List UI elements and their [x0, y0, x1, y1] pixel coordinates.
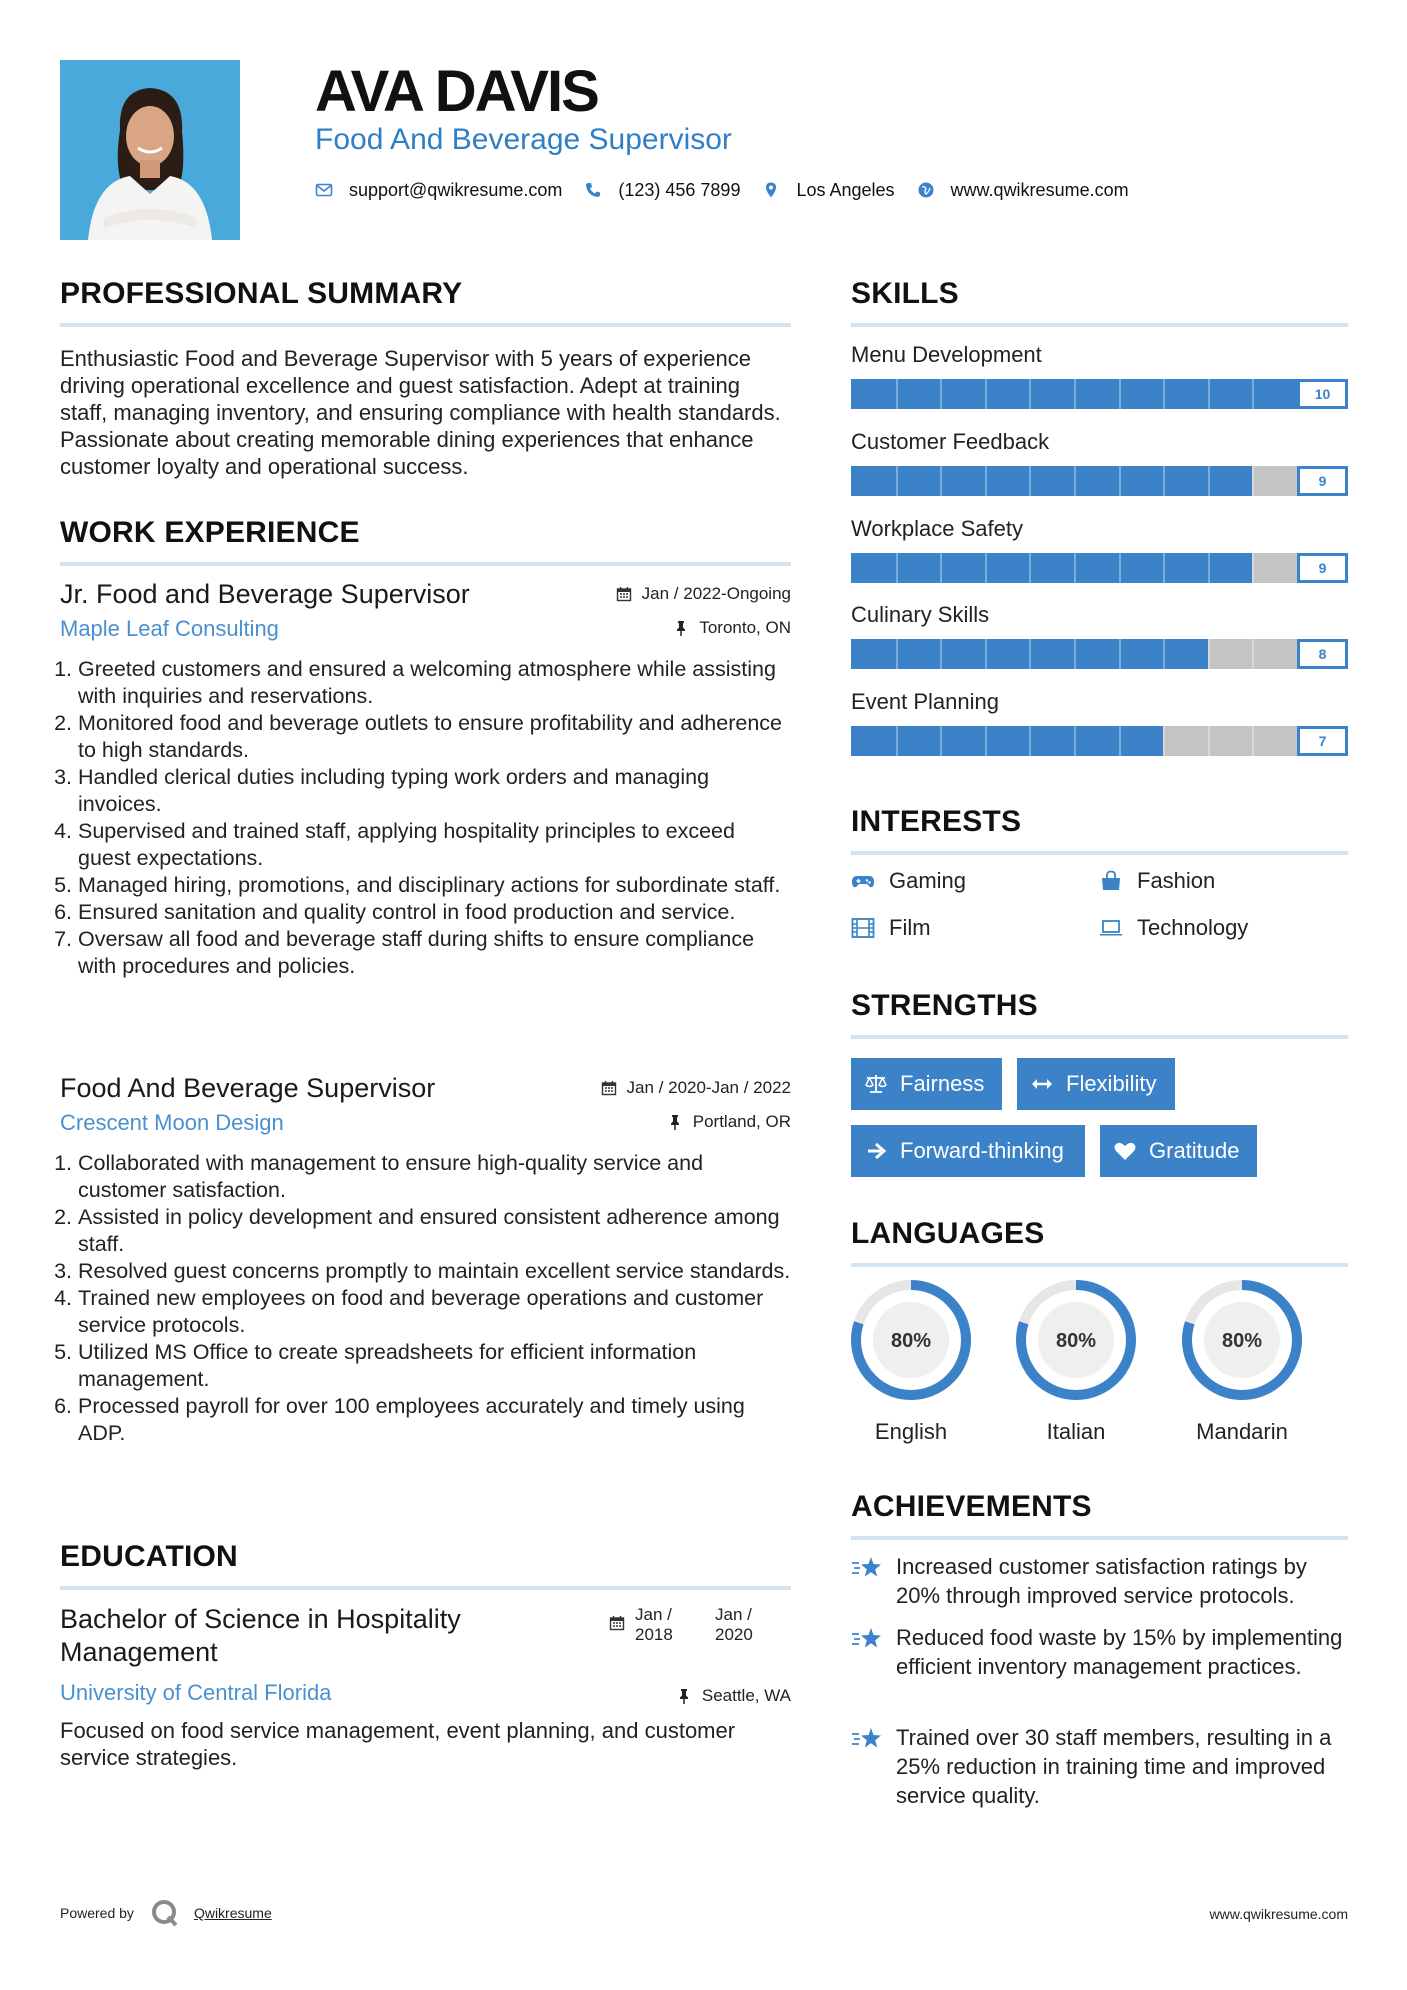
degree-title: Bachelor of Science in Hospitality Management	[60, 1604, 461, 1667]
calendar-icon	[609, 1615, 625, 1631]
education-section	[60, 1538, 791, 1590]
education-entry	[60, 1603, 791, 1779]
section-divider	[60, 1586, 791, 1590]
strength-flexibility	[1017, 1058, 1175, 1110]
skills-heading: SKILLS	[851, 277, 959, 310]
skill-item	[851, 515, 1348, 601]
skill-bar-segment	[1252, 379, 1254, 409]
skill-bar-segment	[940, 553, 942, 583]
strength-label: Forward-thinking	[900, 1138, 1064, 1163]
education-location	[676, 1685, 791, 1707]
strength-label: Gratitude	[1149, 1138, 1240, 1163]
heart-icon	[1113, 1140, 1137, 1162]
skill-bar-segment	[896, 466, 898, 496]
education-location-text: Seattle, WA	[701, 1686, 791, 1705]
skill-bar-segment	[896, 726, 898, 756]
skill-item	[851, 341, 1348, 427]
skill-bar-fill	[851, 466, 1252, 496]
skills-section	[851, 275, 1348, 327]
skill-bar-fill	[851, 553, 1252, 583]
skill-bar-segment	[1163, 379, 1165, 409]
skill-bar-segment	[985, 639, 987, 669]
skill-item	[851, 428, 1348, 514]
strength-label: Fairness	[900, 1071, 985, 1096]
skill-bar-segment	[940, 639, 942, 669]
job-dates	[601, 1077, 791, 1099]
skill-bar-segment	[1029, 639, 1031, 669]
job-entry	[60, 577, 791, 980]
language-progress-ring	[849, 1278, 973, 1402]
shooting-star-icon	[851, 1725, 883, 1753]
skill-bar-segment	[1208, 726, 1210, 756]
website-text: www.qwikresume.com	[950, 179, 1129, 200]
shooting-star-icon	[851, 1554, 883, 1582]
section-divider	[851, 851, 1348, 855]
duty-item: 1. Collaborated with management to ensure high-quality service and customer satisfaction.	[78, 1150, 791, 1204]
skill-name: Menu Development	[851, 342, 1042, 367]
laptop-icon	[1099, 917, 1123, 939]
interest-label: Film	[889, 915, 931, 940]
skill-name: Workplace Safety	[851, 516, 1024, 541]
skill-level: 10	[1297, 379, 1348, 409]
skill-bar-segment	[896, 553, 898, 583]
phone-icon	[584, 181, 602, 199]
interest-gaming	[851, 867, 966, 895]
section-divider	[851, 1263, 1348, 1267]
candidate-title: Food And Beverage Supervisor	[315, 123, 732, 156]
language-english	[849, 1278, 973, 1446]
job-dates	[616, 583, 791, 605]
achievement-item	[851, 1552, 1348, 1610]
duty-item: 5. Managed hiring, promotions, and disciplinary actions for subordinate staff.	[78, 872, 791, 899]
skill-bar-segment	[1208, 466, 1210, 496]
skill-bar	[851, 726, 1348, 756]
skill-bar-segment	[940, 466, 942, 496]
skill-bar	[851, 466, 1348, 496]
contact-bar	[315, 176, 1151, 204]
skill-bar-segment	[1074, 726, 1076, 756]
duty-item: 4. Supervised and trained staff, applying hospitality principles to exceed guest expectations.	[78, 818, 791, 872]
language-italian	[1014, 1278, 1138, 1446]
film-icon	[851, 917, 875, 939]
gamepad-icon	[851, 870, 875, 892]
education-end: Jan / 2020	[715, 1605, 753, 1644]
skill-bar-segment	[1252, 726, 1254, 756]
achievement-item	[851, 1723, 1348, 1810]
envelope-icon	[315, 181, 333, 199]
strength-forward-thinking	[851, 1125, 1085, 1177]
duty-item: 6. Processed payroll for over 100 employees accurately and timely using ADP.	[78, 1393, 791, 1447]
achievement-text: Increased customer satisfaction ratings by 20% through improved service protocols.	[896, 1554, 1307, 1608]
language-percent: 80%	[890, 1330, 932, 1352]
section-divider	[851, 1536, 1348, 1540]
email-text: support@qwikresume.com	[349, 179, 563, 200]
pin-icon	[667, 1114, 683, 1130]
experience-heading: WORK EXPERIENCE	[60, 516, 360, 549]
education-start: Jan / 2018	[635, 1605, 673, 1644]
language-name: English	[874, 1419, 948, 1444]
language-percent: 80%	[1055, 1330, 1097, 1352]
duty-item: 5. Utilized MS Office to create spreadsheets for efficient information management.	[78, 1339, 791, 1393]
pin-icon	[673, 620, 689, 636]
achievements-heading: ACHIEVEMENTS	[851, 1490, 1092, 1523]
skill-bar-segment	[1252, 553, 1254, 583]
skill-level: 7	[1297, 726, 1348, 756]
language-progress-ring	[1014, 1278, 1138, 1402]
contact-website[interactable]	[917, 180, 1129, 201]
skill-item	[851, 601, 1348, 687]
duty-item: 1. Greeted customers and ensured a welcoming atmosphere while assisting with inquiries and reservations.	[78, 656, 791, 710]
language-percent: 80%	[1221, 1330, 1263, 1352]
interest-fashion	[1099, 867, 1215, 895]
skill-bar-segment	[1119, 379, 1121, 409]
job-entry	[60, 1071, 791, 1447]
interest-film	[851, 914, 931, 942]
job-title: Food And Beverage Supervisor	[60, 1073, 436, 1103]
qwikresume-logo-icon	[150, 1898, 180, 1928]
skill-bar-segment	[1074, 553, 1076, 583]
duty-item: 7. Oversaw all food and beverage staff during shifts to ensure compliance with procedures and policies.	[78, 926, 791, 980]
skill-bar-segment	[1252, 639, 1254, 669]
skill-bar-segment	[940, 726, 942, 756]
contact-location	[762, 180, 894, 201]
skill-bar-segment	[1163, 466, 1165, 496]
skill-bar-segment	[1163, 726, 1165, 756]
location-text: Los Angeles	[796, 179, 895, 200]
pin-icon	[676, 1688, 692, 1704]
skill-level: 8	[1297, 639, 1348, 669]
skill-bar-segment	[1208, 639, 1210, 669]
interests-section	[851, 803, 1348, 855]
job-dates-text: Jan / 2020-Jan / 2022	[626, 1078, 791, 1097]
skill-bar-fill	[851, 379, 1348, 409]
language-name: Italian	[1046, 1419, 1106, 1444]
profile-photo	[60, 60, 240, 240]
job-duties	[60, 656, 791, 980]
job-location	[673, 617, 791, 639]
skill-bar-segment	[896, 379, 898, 409]
skill-bar-segment	[985, 726, 987, 756]
calendar-icon	[616, 586, 632, 602]
powered-by-text: Powered by	[60, 1905, 134, 1921]
skill-bar-segment	[1119, 553, 1121, 583]
skill-bar-segment	[1163, 553, 1165, 583]
duty-item: 2. Assisted in policy development and ensured consistent adherence among staff.	[78, 1204, 791, 1258]
achievement-item	[851, 1623, 1348, 1681]
skill-item	[851, 688, 1348, 774]
calendar-icon	[601, 1080, 617, 1096]
footer-website-link[interactable]: www.qwikresume.com	[1209, 1906, 1348, 1922]
skill-bar-segment	[1074, 466, 1076, 496]
skill-bar-segment	[1029, 379, 1031, 409]
strength-gratitude	[1100, 1125, 1257, 1177]
candidate-name: AVA DAVIS	[315, 59, 598, 124]
interests-heading: INTERESTS	[851, 805, 1022, 838]
skill-bar-segment	[1208, 379, 1210, 409]
education-dates	[609, 1605, 761, 1645]
skill-bar-segment	[1029, 466, 1031, 496]
language-progress-ring	[1180, 1278, 1304, 1402]
balance-scale-icon	[864, 1073, 888, 1095]
job-location-text: Toronto, ON	[699, 618, 791, 637]
skill-bar-segment	[1119, 726, 1121, 756]
strength-fairness	[851, 1058, 1002, 1110]
skill-bar-segment	[1163, 639, 1165, 669]
strength-label: Flexibility	[1066, 1071, 1157, 1096]
skill-bar	[851, 553, 1348, 583]
duty-item: 3. Resolved guest concerns promptly to maintain excellent service standards.	[78, 1258, 791, 1285]
skill-bar-segment	[985, 379, 987, 409]
phone-text: (123) 456 7899	[618, 179, 741, 200]
skill-level: 9	[1297, 553, 1348, 583]
footer-powered-by	[60, 1898, 272, 1928]
achievement-text: Reduced food waste by 15% by implementing efficient inventory management practices.	[896, 1625, 1343, 1679]
job-company: Crescent Moon Design	[60, 1110, 284, 1135]
strengths-section	[851, 987, 1348, 1039]
skill-bar-segment	[985, 466, 987, 496]
skill-bar-segment	[940, 379, 942, 409]
skill-bar-segment	[1029, 553, 1031, 583]
skill-bar-segment	[1252, 466, 1254, 496]
skill-name: Event Planning	[851, 689, 999, 714]
interest-label: Technology	[1137, 915, 1249, 940]
interest-technology	[1099, 914, 1248, 942]
skill-bar-segment	[1119, 639, 1121, 669]
languages-heading: LANGUAGES	[851, 1217, 1045, 1250]
map-pin-icon	[762, 181, 780, 199]
skill-bar-segment	[985, 553, 987, 583]
section-divider	[60, 323, 791, 327]
job-location	[667, 1111, 791, 1133]
job-dates-text: Jan / 2022-Ongoing	[641, 584, 791, 603]
shooting-star-icon	[851, 1625, 883, 1653]
skill-bar-segment	[1119, 466, 1121, 496]
language-name: Mandarin	[1196, 1419, 1288, 1444]
contact-email[interactable]	[315, 180, 562, 201]
job-title: Jr. Food and Beverage Supervisor	[60, 579, 470, 609]
skill-bar-segment	[1029, 726, 1031, 756]
shopping-bag-icon	[1099, 870, 1123, 892]
skill-bar	[851, 379, 1348, 409]
section-divider	[851, 323, 1348, 327]
skill-bar-segment	[1074, 639, 1076, 669]
duty-item: 3. Handled clerical duties including typing work orders and managing invoices.	[78, 764, 791, 818]
arrows-horizontal-icon	[1030, 1073, 1054, 1095]
duty-item: 4. Trained new employees on food and beverage operations and customer service protocols.	[78, 1285, 791, 1339]
strengths-heading: STRENGTHS	[851, 989, 1038, 1022]
achievement-text: Trained over 30 staff members, resulting in a 25% reduction in training time and improved service quality.	[896, 1725, 1332, 1808]
education-description: Focused on food service management, event planning, and customer service strategies.	[60, 1718, 736, 1770]
section-divider	[60, 562, 791, 566]
duty-item: 6. Ensured sanitation and quality control in food production and service.	[78, 899, 791, 926]
duty-item: 2. Monitored food and beverage outlets to ensure profitability and adherence to high standards.	[78, 710, 791, 764]
skill-bar	[851, 639, 1348, 669]
languages-section	[851, 1215, 1348, 1267]
experience-section	[60, 514, 791, 566]
interest-label: Gaming	[889, 868, 967, 893]
school-name: University of Central Florida	[60, 1680, 332, 1705]
skill-name: Culinary Skills	[851, 602, 990, 627]
summary-heading: PROFESSIONAL SUMMARY	[60, 277, 463, 310]
qwikresume-link[interactable]: Qwikresume	[193, 1905, 272, 1921]
globe-icon	[917, 181, 935, 199]
skill-bar-segment	[1074, 379, 1076, 409]
summary-text: Enthusiastic Food and Beverage Supervisor with 5 years of experience driving operational excellence and guest satisfaction. Adept at training staff, managing inventory, and ensuring compliance with health standards. Passionate about creating memorable dining experiences that enhance customer loyalty and operational success.	[60, 346, 781, 479]
job-duties	[60, 1150, 791, 1447]
skill-level: 9	[1297, 466, 1348, 496]
job-company: Maple Leaf Consulting	[60, 616, 279, 641]
interest-label: Fashion	[1137, 868, 1216, 893]
summary-section	[60, 275, 791, 480]
skill-bar-segment	[896, 639, 898, 669]
achievements-section	[851, 1488, 1348, 1540]
education-heading: EDUCATION	[60, 1540, 238, 1573]
job-location-text: Portland, OR	[692, 1112, 791, 1131]
contact-phone[interactable]	[584, 180, 740, 201]
skill-bar-segment	[1208, 553, 1210, 583]
section-divider	[851, 1035, 1348, 1039]
skill-name: Customer Feedback	[851, 429, 1050, 454]
language-mandarin	[1180, 1278, 1304, 1446]
arrow-right-icon	[864, 1140, 888, 1162]
